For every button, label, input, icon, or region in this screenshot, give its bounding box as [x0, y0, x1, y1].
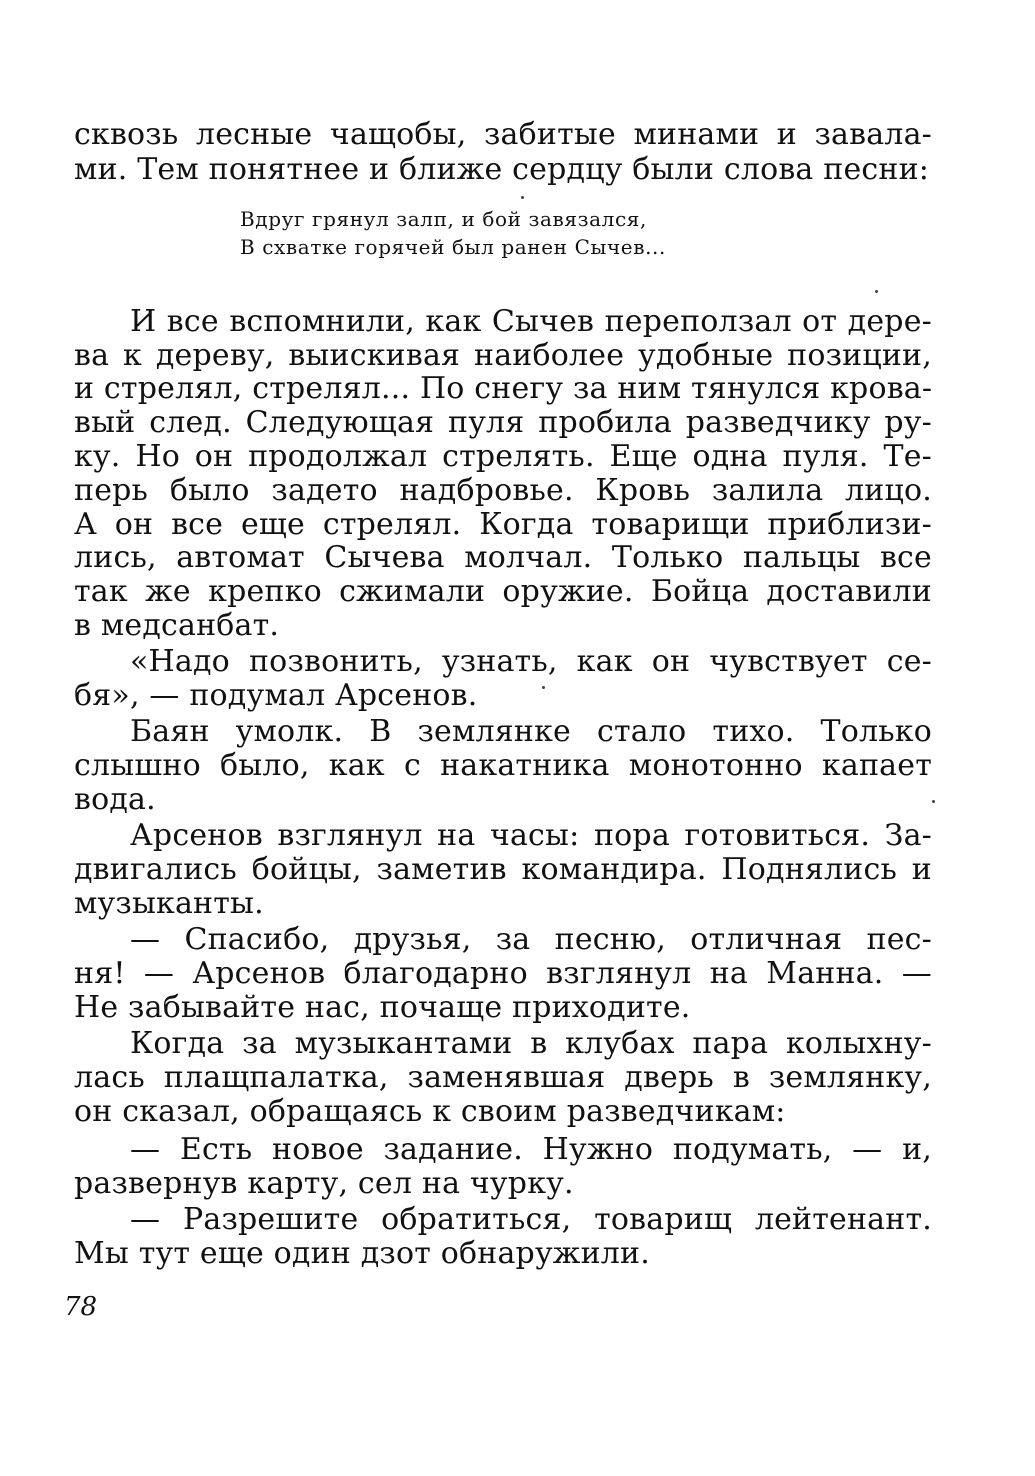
paragraph-1-line-6: перь было задето надбровье. Кровь залила лицо. — [74, 473, 932, 508]
paragraph-7-line-1: — Есть новое задание. Нужно подумать, — и, — [130, 1132, 932, 1167]
intro-line-2: ми. Тем понятнее и ближе сердцу были слова песни: — [74, 152, 930, 187]
scan-speck — [875, 290, 878, 293]
page-number: 78 — [64, 1292, 98, 1322]
paragraph-2-line-2: бя», — подумал Арсенов. — [74, 678, 478, 713]
verse-line-1: Вдруг грянул залп, и бой завязался, — [240, 207, 647, 231]
paragraph-3-line-2: слышно было, как с накатника монотонно капает — [74, 748, 932, 783]
paragraph-1-line-5: ку. Но он продолжал стрелять. Еще одна пуля. Те- — [74, 439, 932, 474]
paragraph-3-line-3: вода. — [74, 782, 156, 817]
paragraph-4-line-3: музыканты. — [74, 886, 264, 921]
intro-line-1: сквозь лесные чащобы, забитые минами и завала- — [74, 117, 932, 152]
paragraph-8-line-1: — Разрешите обратиться, товарищ лейтенант. — [130, 1202, 932, 1237]
scan-speck — [542, 686, 545, 689]
paragraph-6-line-3: он сказал, обращаясь к своим разведчикам: — [74, 1094, 786, 1129]
paragraph-6-line-2: лась плащпалатка, заменявшая дверь в землянку, — [74, 1060, 932, 1095]
paragraph-5-line-1: — Спасибо, друзья, за песню, отличная пес- — [130, 922, 932, 957]
scan-speck — [932, 800, 935, 803]
paragraph-5-line-3: Не забывайте нас, почаще приходите. — [74, 990, 691, 1025]
paragraph-5-line-2: ня! — Арсенов благодарно взглянул на Манна. — — [74, 956, 932, 991]
paragraph-7-line-2: развернув карту, сел на чурку. — [74, 1166, 574, 1201]
paragraph-1-line-9: так же крепко сжимали оружие. Бойца доставили — [74, 574, 932, 609]
paragraph-6-line-1: Когда за музыкантами в клубах пара колыхну- — [130, 1026, 932, 1061]
paragraph-1-line-10: в медсанбат. — [74, 608, 280, 643]
scan-speck — [521, 196, 524, 199]
paragraph-1-line-8: лись, автомат Сычева молчал. Только пальцы все — [74, 540, 932, 575]
paragraph-4-line-2: двигались бойцы, заметив командира. Поднялись и — [74, 852, 932, 887]
paragraph-1-line-7: А он все еще стрелял. Когда товарищи приблизи- — [74, 507, 932, 542]
paragraph-1-line-4: вый след. Следующая пуля пробила разведчику ру- — [74, 405, 932, 440]
paragraph-1-line-3: и стрелял, стрелял... По снегу за ним тянулся крова- — [74, 371, 933, 406]
paragraph-1-line-2: ва к дереву, выискивая наиболее удобные позиции, — [74, 338, 932, 373]
paragraph-3-line-1: Баян умолк. В землянке стало тихо. Только — [130, 714, 932, 749]
paragraph-2-line-1: «Надо позвонить, узнать, как он чувствует се- — [130, 644, 932, 679]
paragraph-8-line-2: Мы тут еще один дзот обнаружили. — [74, 1236, 650, 1271]
verse-line-2: В схватке горячей был ранен Сычев... — [240, 235, 666, 259]
paragraph-1-line-1: И все вспомнили, как Сычев переползал от дере- — [130, 304, 932, 339]
paragraph-4-line-1: Арсенов взглянул на часы: пора готовиться. За- — [130, 818, 932, 853]
